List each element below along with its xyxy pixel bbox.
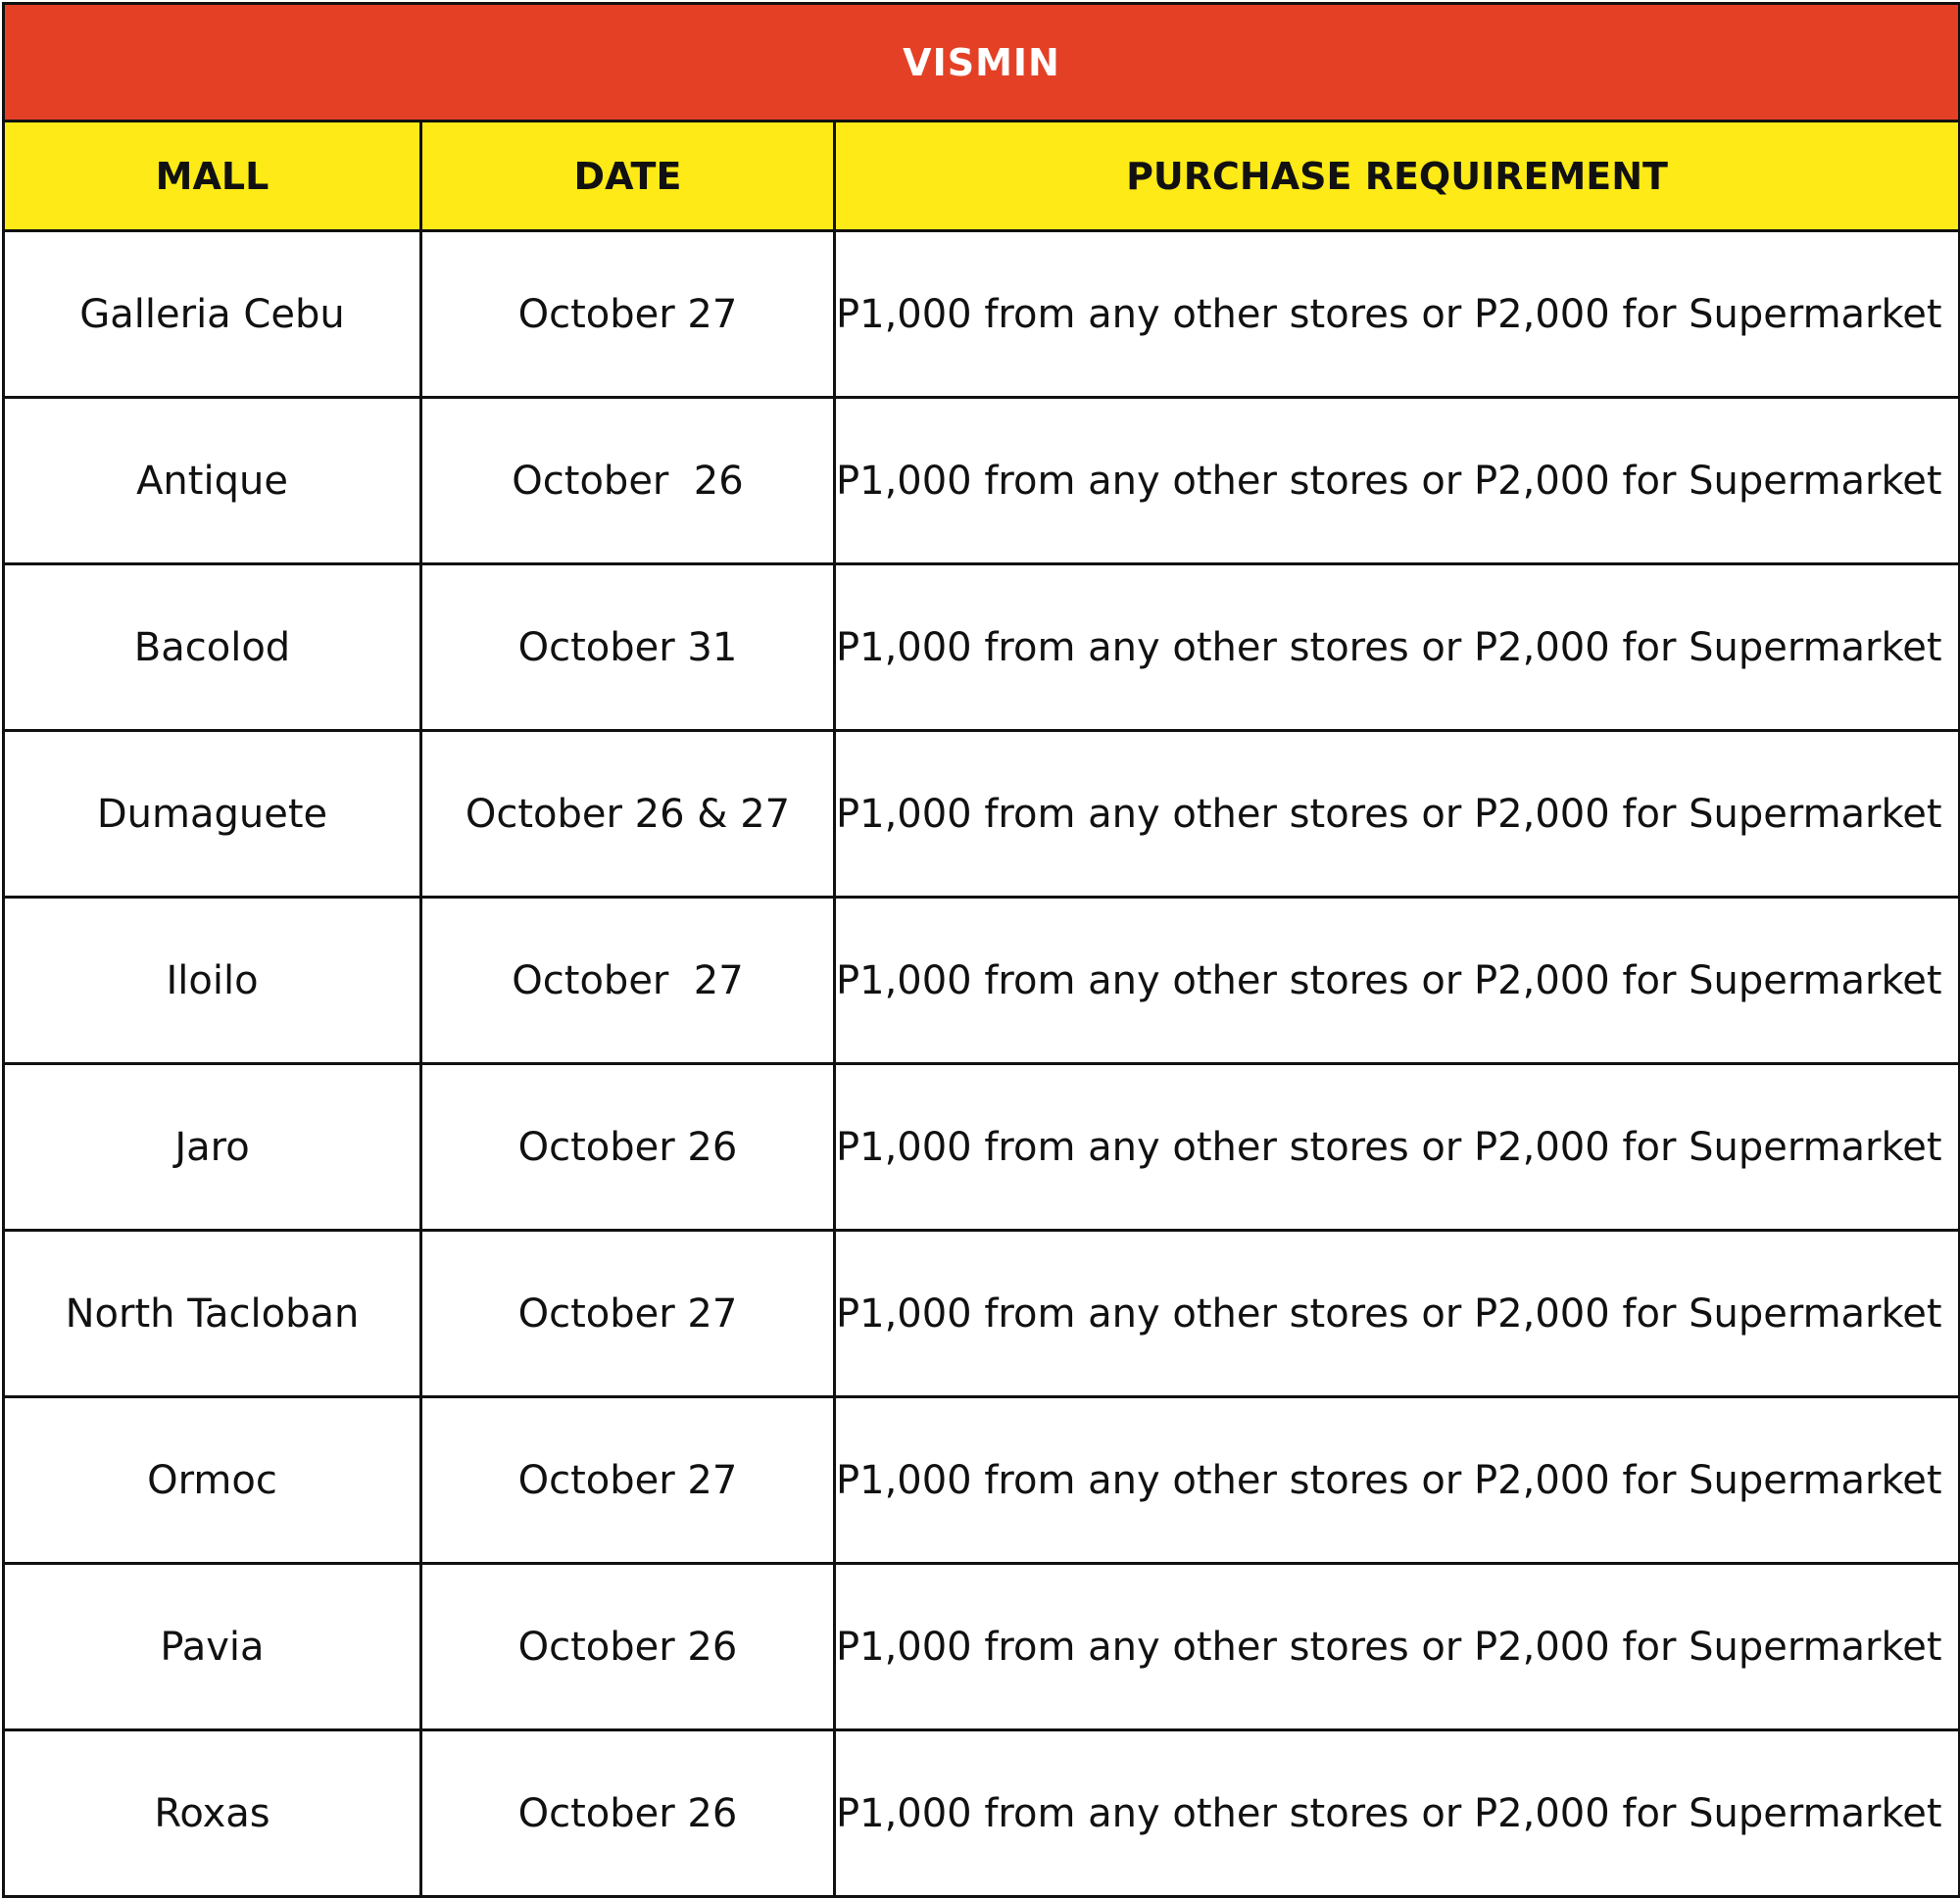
- date-cell: October 27: [421, 1231, 835, 1397]
- mall-cell: Jaro: [4, 1064, 421, 1231]
- requirement-cell: P1,000 from any other stores or P2,000 for Supermarket: [835, 898, 1960, 1064]
- header-purchase-requirement: PURCHASE REQUIREMENT: [835, 122, 1960, 231]
- header-date: DATE: [421, 122, 835, 231]
- table-row: [4, 564, 1960, 731]
- mall-cell: Galleria Cebu: [4, 231, 421, 398]
- date-cell: October 26: [421, 398, 835, 564]
- table-header-row: [4, 122, 1960, 231]
- table-row: [4, 898, 1960, 1064]
- date-cell: October 26 & 27: [421, 731, 835, 898]
- table-row: [4, 1564, 1960, 1730]
- table-title-row: [4, 4, 1960, 122]
- date-cell: October 27: [421, 898, 835, 1064]
- date-cell: October 27: [421, 231, 835, 398]
- mall-cell: Dumaguete: [4, 731, 421, 898]
- date-cell: October 27: [421, 1397, 835, 1564]
- table-row: [4, 731, 1960, 898]
- table-row: [4, 1064, 1960, 1231]
- mall-cell: Antique: [4, 398, 421, 564]
- mall-cell: Roxas: [4, 1730, 421, 1897]
- table-body: [4, 231, 1960, 1897]
- requirement-cell: P1,000 from any other stores or P2,000 for Supermarket: [835, 1730, 1960, 1897]
- requirement-cell: P1,000 from any other stores or P2,000 for Supermarket: [835, 1064, 1960, 1231]
- table-row: [4, 1397, 1960, 1564]
- mall-cell: Bacolod: [4, 564, 421, 731]
- mall-cell: Ormoc: [4, 1397, 421, 1564]
- requirement-cell: P1,000 from any other stores or P2,000 for Supermarket: [835, 1564, 1960, 1730]
- vismin-schedule-table: [2, 2, 1960, 1898]
- requirement-cell: P1,000 from any other stores or P2,000 for Supermarket: [835, 231, 1960, 398]
- date-cell: October 26: [421, 1064, 835, 1231]
- date-cell: October 26: [421, 1564, 835, 1730]
- header-mall: MALL: [4, 122, 421, 231]
- mall-cell: Iloilo: [4, 898, 421, 1064]
- requirement-cell: P1,000 from any other stores or P2,000 for Supermarket: [835, 731, 1960, 898]
- requirement-cell: P1,000 from any other stores or P2,000 for Supermarket: [835, 1231, 1960, 1397]
- mall-cell: Pavia: [4, 1564, 421, 1730]
- date-cell: October 31: [421, 564, 835, 731]
- table-row: [4, 1730, 1960, 1897]
- table-row: [4, 231, 1960, 398]
- requirement-cell: P1,000 from any other stores or P2,000 for Supermarket: [835, 398, 1960, 564]
- date-cell: October 26: [421, 1730, 835, 1897]
- requirement-cell: P1,000 from any other stores or P2,000 for Supermarket: [835, 1397, 1960, 1564]
- table-row: [4, 398, 1960, 564]
- mall-cell: North Tacloban: [4, 1231, 421, 1397]
- table-title: VISMIN: [4, 4, 1960, 122]
- requirement-cell: P1,000 from any other stores or P2,000 for Supermarket: [835, 564, 1960, 731]
- table-row: [4, 1231, 1960, 1397]
